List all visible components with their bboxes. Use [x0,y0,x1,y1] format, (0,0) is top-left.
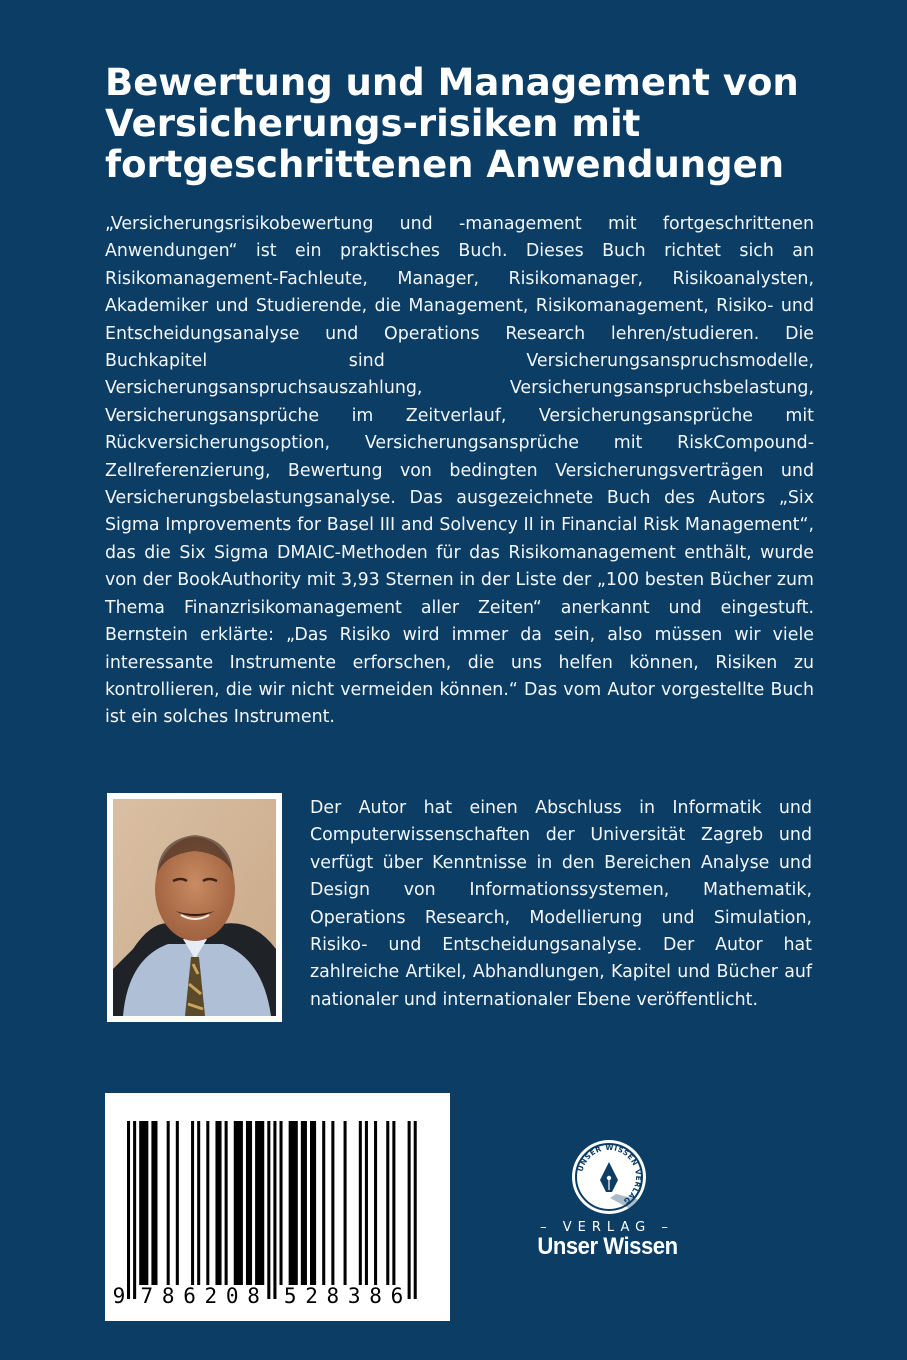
isbn-barcode [105,1093,450,1321]
barcode-bar-3 [151,1121,157,1285]
barcode-digit-1: 7 [140,1284,154,1308]
book-title-line-2: Versicherungs-risiken mit [105,102,641,145]
barcode-bar-21 [331,1121,334,1285]
barcode-digit-8: 2 [305,1284,318,1308]
barcode-bar-24 [365,1121,368,1285]
barcode-bar-2 [139,1121,148,1285]
book-title-line-1: Bewertung und Management von [105,61,799,104]
barcode-bar-7 [197,1121,200,1285]
author-photo [107,793,282,1022]
barcode-bar-5 [176,1121,179,1285]
barcode-bar-23 [359,1121,362,1285]
barcode-bar-11 [234,1121,243,1285]
barcode-bar-0 [127,1121,130,1299]
barcode-bar-6 [191,1121,194,1285]
author-portrait-image [113,799,276,1016]
barcode-bar-14 [267,1121,270,1299]
barcode-bar-13 [255,1121,264,1285]
barcode-digit-2: 8 [161,1284,175,1308]
barcode-bar-15 [273,1121,276,1299]
barcode-bar-12 [246,1121,252,1285]
barcode-bar-16 [280,1121,283,1285]
barcode-digit-11: 8 [369,1284,382,1308]
book-description: „Versicherungsrisikobewertung und -management mit fortgeschrittenen Anwendungen“ ist ein praktisches Buch. Dieses Buch richtet sich an Risikomanagement-Fachleute, Manager, Risikomanager, Risikoanalysten, Akademiker und Studierende, die Management, Risikomanagement, Risiko- und Entscheidungsanalyse und Operations Research lehren/studieren. Die Buchkapitel sind Versicherungsanspruchsmodelle, Versicherungsanspruchsauszahlung, Versicherungsanspruchsbelastung, Versicherungsansprüche im Zeitverlauf, Versicherungsansprüche mit Rückversicherungsoption, Versicherungsansprüche mit RiskCompound-Zellreferenzierung, Bewertung von bedingten Versicherungsverträgen und Versicherungsbelastungsanalyse. Das ausgezeichnete Buch des Autors „Six Sigma Improvements for Basel III and Solvency II in Financial Risk Management“, das die Six Sigma DMAIC-Methoden für das Risikomanagement enthält, wurde von der BookAuthority mit 3,93 Sternen in der Liste der „100 besten Bücher zum Thema Finanzrisikomanagement aller Zeiten“ anerkannt und eingestuft. Bernstein erklärte: „Das Risiko wird immer da sein, also müssen wir viele interessante Instrumente erforschen, die uns helfen können, Risiken zu kontrollieren, die wir nicht vermeiden können.“ Das vom Autor vorgestellte Buch ist ein solches Instrument. [105,214,814,728]
barcode-bar-25 [374,1121,377,1285]
barcode-bar-29 [414,1121,417,1299]
barcode-digit-12: 6 [390,1284,404,1308]
barcode-bars [105,1093,450,1321]
barcode-bar-19 [310,1121,316,1285]
barcode-bar-9 [215,1121,221,1285]
barcode-bar-17 [289,1121,298,1285]
barcode-bar-10 [225,1121,228,1285]
barcode-digit-5: 0 [225,1284,239,1308]
publisher-emblem-icon [570,1138,648,1216]
barcode-digit-9: 8 [326,1284,340,1308]
svg-text:UNSER WISSEN VERLAG: UNSER WISSEN VERLAG [575,1142,644,1207]
barcode-bar-8 [206,1121,209,1285]
barcode-bar-22 [344,1121,347,1285]
barcode-bar-1 [133,1121,136,1299]
barcode-bar-18 [301,1121,307,1285]
publisher-brand-name: Unser Wissen [537,1233,678,1260]
author-bio: Der Autor hat einen Abschluss in Informatik und Computerwissenschaften der Universität Zagreb und verfügt über Kenntnisse in den Bereichen Analyse und Design von Informationssystemen, Mathematik, Operations Research, Modellierung und Simulation, Risiko- und Entscheidungsanalyse. Der Autor hat zahlreiche Artikel, Abhandlungen, Kapitel und Bücher auf nationaler und internationaler Ebene veröffentlicht. [310,798,812,1010]
barcode-digit-7: 5 [283,1284,297,1308]
barcode-bar-26 [386,1121,389,1285]
barcode-digit-4: 2 [204,1284,218,1308]
publisher-verlag-label: – VERLAG – [540,1220,674,1235]
barcode-digit-10: 3 [347,1284,361,1308]
barcode-digit-6: 8 [247,1284,260,1308]
book-title [105,62,825,185]
book-title-line-3: fortgeschrittenen Anwendungen [105,143,785,186]
barcode-bar-27 [392,1121,395,1285]
barcode-bar-20 [322,1121,325,1285]
barcode-bar-4 [167,1121,170,1285]
barcode-bar-28 [408,1121,411,1299]
barcode-digit-0: 9 [112,1284,126,1308]
barcode-digit-3: 6 [183,1284,196,1308]
